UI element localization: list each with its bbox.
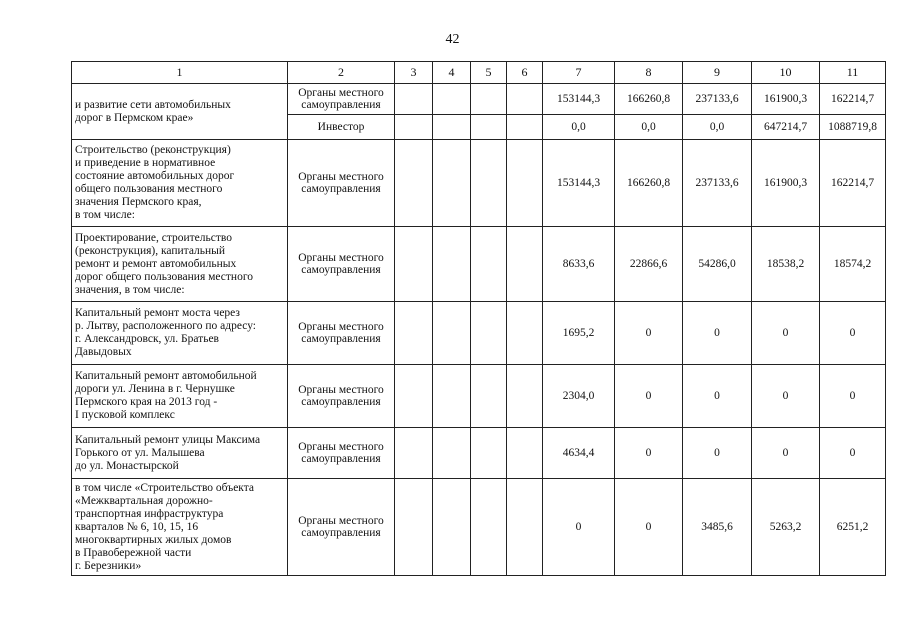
empty-cell — [507, 140, 543, 227]
value-cell: 5263,2 — [752, 479, 820, 576]
value-cell: 22866,6 — [615, 227, 683, 302]
value-cell: 0 — [683, 365, 752, 428]
description-cell: Капитальный ремонт улицы Максима Горького от ул. Малышева до ул. Монастырской — [72, 428, 288, 479]
empty-cell — [471, 227, 507, 302]
description-cell: Капитальный ремонт автомобильной дороги ул. Ленина в г. Чернушке Пермского края на 2013 год - I пусковой комплекс — [72, 365, 288, 428]
value-cell: 0 — [820, 365, 886, 428]
table-header-row — [72, 62, 886, 84]
value-cell: 0,0 — [615, 115, 683, 140]
empty-cell — [471, 428, 507, 479]
empty-cell — [395, 140, 433, 227]
value-cell: 0 — [683, 428, 752, 479]
value-cell: 54286,0 — [683, 227, 752, 302]
empty-cell — [471, 84, 507, 115]
empty-cell — [395, 428, 433, 479]
empty-cell — [507, 227, 543, 302]
empty-cell — [507, 302, 543, 365]
value-cell: 6251,2 — [820, 479, 886, 576]
empty-cell — [433, 479, 471, 576]
value-cell: 647214,7 — [752, 115, 820, 140]
value-cell: 166260,8 — [615, 140, 683, 227]
organization-cell: Инвестор — [288, 115, 395, 140]
value-cell: 4634,4 — [543, 428, 615, 479]
table-row — [72, 428, 886, 479]
value-cell: 161900,3 — [752, 140, 820, 227]
header-cell: 2 — [288, 62, 395, 84]
empty-cell — [507, 115, 543, 140]
header-cell: 10 — [752, 62, 820, 84]
value-cell: 0 — [615, 428, 683, 479]
description-cell: в том числе «Строительство объекта «Межквартальная дорожно- транспортная инфраструктура кварталов № 6, 10, 15, 16 многоквартирных жилых домов в Правобережной части г. Березники» — [72, 479, 288, 576]
value-cell: 0 — [820, 302, 886, 365]
value-cell: 153144,3 — [543, 84, 615, 115]
value-cell: 8633,6 — [543, 227, 615, 302]
header-cell: 3 — [395, 62, 433, 84]
value-cell: 166260,8 — [615, 84, 683, 115]
organization-cell: Органы местного самоуправления — [288, 365, 395, 428]
value-cell: 0 — [543, 479, 615, 576]
empty-cell — [507, 84, 543, 115]
empty-cell — [507, 428, 543, 479]
empty-cell — [471, 115, 507, 140]
empty-cell — [471, 365, 507, 428]
value-cell: 0 — [820, 428, 886, 479]
value-cell: 237133,6 — [683, 84, 752, 115]
value-cell: 0,0 — [543, 115, 615, 140]
table-row — [72, 479, 886, 576]
organization-cell: Органы местного самоуправления — [288, 302, 395, 365]
empty-cell — [471, 479, 507, 576]
value-cell: 18538,2 — [752, 227, 820, 302]
table-row — [72, 140, 886, 227]
empty-cell — [507, 479, 543, 576]
value-cell: 1695,2 — [543, 302, 615, 365]
value-cell: 0 — [615, 479, 683, 576]
value-cell: 18574,2 — [820, 227, 886, 302]
value-cell: 162214,7 — [820, 140, 886, 227]
organization-cell: Органы местного самоуправления — [288, 428, 395, 479]
organization-cell: Органы местного самоуправления — [288, 227, 395, 302]
value-cell: 0 — [615, 365, 683, 428]
value-cell: 0 — [752, 365, 820, 428]
header-cell: 5 — [471, 62, 507, 84]
empty-cell — [433, 227, 471, 302]
header-cell: 6 — [507, 62, 543, 84]
value-cell: 0 — [683, 302, 752, 365]
empty-cell — [507, 365, 543, 428]
value-cell: 0,0 — [683, 115, 752, 140]
empty-cell — [471, 302, 507, 365]
header-cell: 4 — [433, 62, 471, 84]
header-cell: 7 — [543, 62, 615, 84]
value-cell: 161900,3 — [752, 84, 820, 115]
organization-cell: Органы местного самоуправления — [288, 479, 395, 576]
header-cell: 8 — [615, 62, 683, 84]
table-row — [72, 227, 886, 302]
header-cell: 9 — [683, 62, 752, 84]
empty-cell — [395, 302, 433, 365]
empty-cell — [395, 479, 433, 576]
empty-cell — [395, 115, 433, 140]
value-cell: 0 — [615, 302, 683, 365]
value-cell: 0 — [752, 302, 820, 365]
header-cell: 1 — [72, 62, 288, 84]
empty-cell — [395, 227, 433, 302]
value-cell: 0 — [752, 428, 820, 479]
description-cell: Капитальный ремонт моста через р. Лытву, расположенного по адресу: г. Александровск, ул. Братьев Давыдовых — [72, 302, 288, 365]
empty-cell — [433, 302, 471, 365]
page-number: 42 — [445, 32, 460, 47]
table-row — [72, 302, 886, 365]
empty-cell — [433, 115, 471, 140]
value-cell: 1088719,8 — [820, 115, 886, 140]
value-cell: 2304,0 — [543, 365, 615, 428]
table-row — [72, 84, 886, 115]
empty-cell — [471, 140, 507, 227]
value-cell: 3485,6 — [683, 479, 752, 576]
budget-table — [71, 61, 886, 576]
empty-cell — [395, 84, 433, 115]
organization-cell: Органы местного самоуправления — [288, 84, 395, 115]
empty-cell — [433, 84, 471, 115]
description-cell: и развитие сети автомобильных дорог в Пермском крае» — [72, 84, 288, 140]
description-cell: Строительство (реконструкция) и приведение в нормативное состояние автомобильных дорог общего пользования местного значения Пермского края, в том числе: — [72, 140, 288, 227]
organization-cell: Органы местного самоуправления — [288, 140, 395, 227]
value-cell: 153144,3 — [543, 140, 615, 227]
value-cell: 237133,6 — [683, 140, 752, 227]
empty-cell — [433, 140, 471, 227]
value-cell: 162214,7 — [820, 84, 886, 115]
empty-cell — [433, 365, 471, 428]
table-row — [72, 365, 886, 428]
empty-cell — [433, 428, 471, 479]
header-cell: 11 — [820, 62, 886, 84]
empty-cell — [395, 365, 433, 428]
description-cell: Проектирование, строительство (реконструкция), капитальный ремонт и ремонт автомобильных дорог общего пользования местного значения, в том числе: — [72, 227, 288, 302]
